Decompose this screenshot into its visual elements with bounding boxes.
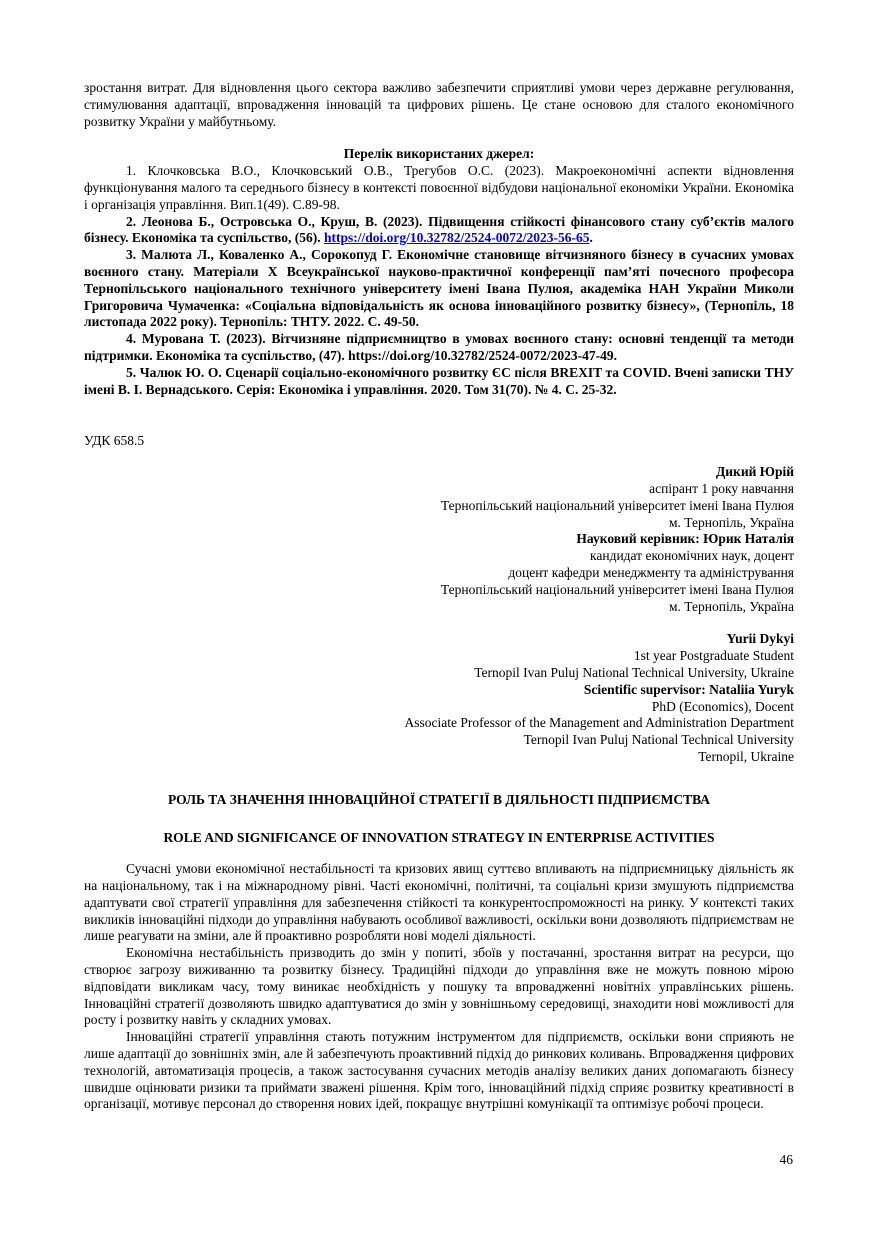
body-paragraph-3: Інноваційні стратегії управління стають потужним інструментом для підприємств, оскільки вони сприяють не лише адаптації до зовнішніх змін, але й забезпечують проактивний підхід до ринкових коливань. Впровадження цифрових технологій, автоматизація процесів, а також застосування сучасних методів аналізу великих даних допомагають бізнесу швидше оцінювати ризики та приймати зважені рішення. Крім того, інноваційний підхід сприяє розвитку креативності в організації, мотивує персонал до створення нових ідей, покращує внутрішні комунікації та оптимізує робочі процеси. (84, 1029, 794, 1112)
reference-item-1: 1. Клочковська В.О., Клочковський О.В., Трегубов О.С. (2023). Макроекономічні аспекти відновлення функціонування малого та середнього бізнесу в контексті повоєнної відбудови національної економіки України. Економіка і організація управління. Вип.1(49). С.89-98. (84, 163, 794, 212)
supervisor-position-ua: доцент кафедри менеджменту та адміністрування (508, 564, 794, 580)
author-university-ua: Тернопільський національний університет імені Івана Пулюя (440, 497, 794, 513)
body-paragraph-2: Економічна нестабільність призводить до змін у попиті, збоїв у постачанні, зростання витрат на ресурси, що створює загрозу виживанню та розвитку бізнесу. Традиційні підходи до управління вже не можуть повною мірою відповідати викликам часу, тому виникає необхідність у пошуку та впровадженні новітніх управлінських рішень. Інноваційні стратегії дозволяють швидко адаптуватися до змін у зовнішньому середовищі, знаходити нові можливості для росту і розвитку навіть у складних умовах. (84, 945, 794, 1028)
references-heading: Перелік використаних джерел: (343, 146, 535, 162)
body-paragraph-1: Сучасні умови економічної нестабільності та кризових явищ суттєво впливають на підприємницьку діяльність як на національному, так і на міжнародному рівні. Часті економічні, політичні, та соціальні кризи змушують підприємства адаптувати свої стратегії управління для забезпечення стійкості та конкурентоспроможності на ринку. У контексті таких викликів інноваційні підходи до управління набувають особливої важливості, оскільки вони дозволяють підприємствам не лише реагувати на зміни, але й проактивно розробляти нові моделі діяльності. (84, 861, 794, 944)
reference-item-4: 4. Мурована Т. (2023). Вітчизняне підприємництво в умовах воєнного стану: основні тенденції та методи підтримки. Економіка та суспільство, (47). https://doi.org/10.32782/2524-0072/2023-47-49. (84, 331, 794, 363)
supervisor-degree-en: PhD (Economics), Docent (651, 698, 794, 714)
reference-2-text: 2. Леонова Б., Островська О., Круш, В. (2023). Підвищення стійкості фінансового стану суб’єктів малого бізнесу. Економіка та суспільство, (56). (84, 213, 794, 246)
article-title-ua: РОЛЬ ТА ЗНАЧЕННЯ ІННОВАЦІЙНОЇ СТРАТЕГІЇ В ДІЯЛЬНОСТІ ПІДПРИЄМСТВА (167, 791, 711, 807)
author-position-ua: аспірант 1 року навчання (649, 480, 794, 496)
author-university-en: Ternopil Ivan Puluj National Technical University, Ukraine (474, 664, 794, 680)
supervisor-city-ua: м. Тернопіль, Україна (668, 598, 794, 614)
page-number: 46 (779, 1152, 793, 1167)
article-body (84, 861, 794, 1113)
author-position-en: 1st year Postgraduate Student (633, 648, 794, 664)
supervisor-university-en: Ternopil Ivan Puluj National Technical University (523, 732, 794, 748)
author-name-en: Yurii Dykyi (726, 631, 794, 647)
reference-item-5: 5. Чалюк Ю. О. Сценарії соціально-економічного розвитку ЄС після BREXIT та COVID. Вчені записки ТНУ імені В. І. Вернадського. Серія: Економіка і управління. 2020. Том 31(70). № 4. С. 25-32. (84, 364, 794, 397)
reference-2-tail: . (589, 230, 593, 246)
author-city-ua: м. Тернопіль, Україна (668, 514, 794, 530)
supervisor-position-en: Associate Professor of the Management and Administration Department (404, 715, 794, 731)
reference-2-doi-link[interactable]: https://doi.org/10.32782/2524-0072/2023-56-65 (323, 230, 590, 246)
supervisor-city-en: Ternopil, Ukraine (698, 748, 794, 764)
supervisor-university-ua: Тернопільський національний університет імені Івана Пулюя (440, 581, 794, 597)
authors-ua-block (84, 464, 794, 615)
udk-code: УДК 658.5 (84, 433, 145, 449)
author-name-ua: Дикий Юрій (715, 464, 794, 480)
authors-en-block (84, 631, 794, 765)
reference-item-2 (84, 214, 794, 248)
page-content (84, 80, 794, 1113)
reference-item-3: 3. Малюта Л., Коваленко А., Сорокопуд Г. Економічне становище вітчизняного бізнесу в сучасних умовах воєнного стану. Матеріали X Всеукраїнської науково-практичної конференції пам’яті почесного професора Тернопільського національного технічного університету імені Івана Пулюя, академіка НАН України Миколи Григоровича Чумаченка: «Соціальна відповідальність як основа інноваційного розвитку бізнесу», (Тернопіль, 18 листопада 2022 року). Тернопіль: ТНТУ. 2022. С. 49-50. (84, 247, 794, 330)
supervisor-degree-ua: кандидат економічних наук, доцент (590, 548, 794, 564)
supervisor-en: Scientific supervisor: Nataliia Yuryk (583, 681, 794, 697)
intro-paragraph: зростання витрат. Для відновлення цього сектора важливо забезпечити сприятливі умови через державне регулювання, стимулювання адаптації, впровадження інновацій та цифрових рішень. Це стане основою для сталого економічного розвитку України у майбутньому. (84, 80, 794, 129)
article-title-en: ROLE AND SIGNIFICANCE OF INNOVATION STRATEGY IN ENTERPRISE ACTIVITIES (163, 830, 715, 846)
supervisor-ua: Науковий керівник: Юрик Наталія (576, 531, 794, 547)
